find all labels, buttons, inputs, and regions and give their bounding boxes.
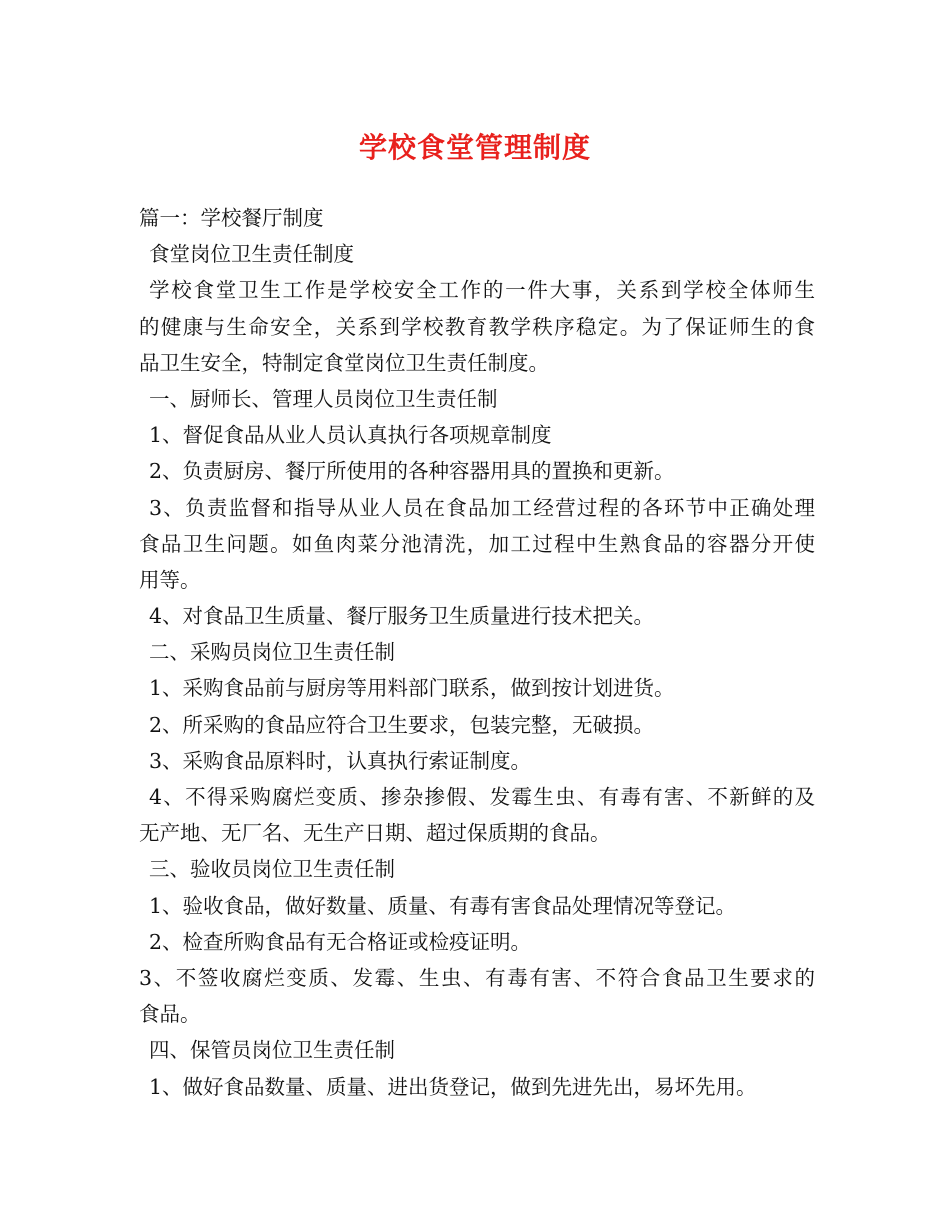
paragraph-line: 食品卫生问题。如鱼肉菜分池清洗，加工过程中生熟食品的容器分开使 <box>139 531 815 556</box>
paragraph-line: 二、采购员岗位卫生责任制 <box>149 640 395 665</box>
paragraph-line: 三、验收员岗位卫生责任制 <box>149 857 395 882</box>
paragraph-line: 一、厨师长、管理人员岗位卫生责任制 <box>149 386 498 411</box>
paragraph-line: 4、对食品卫生质量、餐厅服务卫生质量进行技术把关。 <box>149 604 655 629</box>
paragraph-line: 2、检查所购食品有无合格证或检疫证明。 <box>149 929 532 954</box>
document-body <box>139 200 815 1105</box>
paragraph-line: 4、不得采购腐烂变质、掺杂掺假、发霉生虫、有毒有害、不新鲜的及 <box>149 785 815 809</box>
paragraph-line: 3、负责监督和指导从业人员在食品加工经营过程的各环节中正确处理 <box>149 495 815 520</box>
paragraph-line: 四、保管员岗位卫生责任制 <box>149 1038 395 1063</box>
paragraph-line: 3、采购食品原料时，认真执行索证制度。 <box>149 748 532 773</box>
paragraph-line: 1、验收食品，做好数量、质量、有毒有害食品处理情况等登记。 <box>149 893 737 918</box>
paragraph-line: 2、所采购的食品应符合卫生要求，包装完整，无破损。 <box>149 712 655 737</box>
paragraph-line: 用等。 <box>139 567 201 592</box>
paragraph-line: 的健康与生命安全，关系到学校教育教学秩序稳定。为了保证师生的食 <box>139 314 815 339</box>
paragraph-line: 1、采购食品前与厨房等用料部门联系，做到按计划进货。 <box>149 676 675 701</box>
paragraph-line: 无产地、无厂名、无生产日期、超过保质期的食品。 <box>139 821 611 846</box>
paragraph-line: 学校食堂卫生工作是学校安全工作的一件大事，关系到学校全体师生 <box>149 278 815 303</box>
paragraph-line: 篇一：学校餐厅制度 <box>139 206 324 230</box>
paragraph-line: 1、督促食品从业人员认真执行各项规章制度 <box>149 423 552 448</box>
paragraph-line: 食品。 <box>139 1002 201 1027</box>
paragraph-line: 2、负责厨房、餐厅所使用的各种容器用具的置换和更新。 <box>149 459 675 484</box>
document-title: 学校食堂管理制度 <box>358 131 591 164</box>
paragraph-line: 食堂岗位卫生责任制度 <box>149 242 354 267</box>
paragraph-line: 3、不签收腐烂变质、发霉、生虫、有毒有害、不符合食品卫生要求的 <box>139 965 815 990</box>
paragraph-line: 1、做好食品数量、质量、进出货登记，做到先进先出，易坏先用。 <box>149 1074 757 1099</box>
paragraph-line: 品卫生安全，特制定食堂岗位卫生责任制度。 <box>139 350 549 375</box>
